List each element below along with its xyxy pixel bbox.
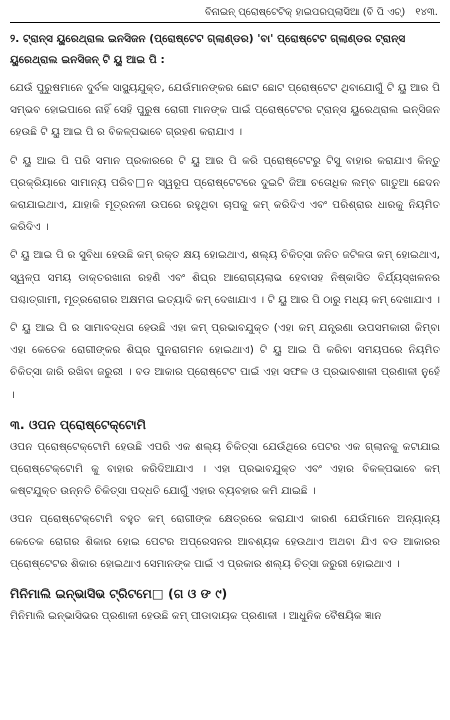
item-3-heading: ୩. ଓପନ ପ୍ରୋଷ୍ଟେକ୍‌ଟୋମି (10, 416, 146, 432)
running-header-title: ବିନାଇନ୍ ପ୍ରୋଷ୍ଟେଟିକ୍ ହାଇପରପ୍ଲାସିଆ (ବି ପି ଏଚ୍) (204, 7, 406, 18)
item-2-paragraph-1: ଯେଉଁ ପୁରୁଷମାନେ ଦୁର୍ବଳ ସାସ୍ଥ୍ୟଯୁକ୍ତ, ଯେଉଁମାନଙ୍କର ଛୋଟ ଛୋଟ ପ୍ରୋଷ୍ଟେଟ ଥିବାଯୋଗୁଁ ଟି ୟୁ ଆର ପି ସମ୍ଭବ ହୋଇପାରେ ନାହିଁ ସେହି ପୁରୁଷ ରୋଗୀ ମାନଙ୍କ ପାଇଁ ପ୍ରୋଷ୍ଟେଟର ଟ୍ରାନ୍ସ ୟୁରେଥ୍ରାଲ ଇନ୍ସିଜନ ହେଉଛି ଟି ୟୁ ଆଇ ପି ର ବିକଳ୍ପଭାବେ ଗ୍ରହଣ କରାଯାଏ । (10, 82, 440, 139)
page-body (10, 23, 440, 713)
page-number: ୧୪୩. (415, 7, 438, 18)
item-2-paragraph-3: ଟି ୟୁ ଆଇ ପି ର ସୁବିଧା ହେଉଛି କମ୍ ରକ୍ତ କ୍ଷୟ ହୋଇଥାଏ, ଶଲ୍ୟ ଚିକିତ୍ସା ଜନିତ ଜଟିଳତା କମ୍ ହୋଇଥାଏ, ସ୍ୱଳ୍ପ ସମୟ ଡାକ୍ତରଖାନା ରହଣି ଏବଂ ଶିଘ୍ର ଆରୋଗ୍ୟଲାଭ ହେବାସହ ନିଷ୍କାସିତ ବିର୍ଯ୍ୟସ୍ଖଳନର ପଶ୍ଚାତ୍‌ଗାମୀ, ମୂତ୍ରରୋଗର ଅକ୍ଷମତା ଇତ୍ୟାଦି କମ୍ ଦେଖାଯାଏ । ଟି ୟୁ ଆର ପି ଠାରୁ ମଧ୍ୟ କମ୍ ଦେଖାଯାଏ । (10, 249, 440, 306)
item-3-paragraph-1: ଓପନ ପ୍ରୋଷ୍ଟେକ୍‌ଟୋମି ହେଉଛି ଏପରି ଏକ ଶଲ୍ୟ ଚିକିତ୍ସା ଯେଉଁଥିରେ ପେଟର ଏକ ଗ୍ଲାନକୁ କଟାଯାଇ ପ୍ରୋଷ୍ଟେକ୍‌ଟୋମି କୁ ବାହାର କରିଦିଆଯାଏ । ଏହା ପ୍ରଭାବଯୁକ୍ତ ଏବଂ ଏହାର ବିକଳ୍ପଭାବେ କମ୍ କଷ୍ଟଯୁକ୍ତ ଉନ୍ନତି ଚିକିତ୍ସା ପଦ୍ଧତି ଯୋଗୁଁ ଏହାର ବ୍ୟବହାର କମି ଯାଇଛି । (10, 440, 440, 498)
item-2-heading: ୨. ଟ୍ରାନ୍ସ ୟୁରେଥ୍ରାଲ ଇନସିଜନ (ପ୍ରୋଷ୍ଟେଟ ଗ୍ଲାଣ୍ଡର) 'ବା' ପ୍ରୋଷ୍ଟେଟ ଗ୍ଲାଣ୍ଡର ଟ୍ରାନ୍ସ ୟୁରେଥ୍ରାଲ ଇନସିଜନ୍ ଟି ୟୁ ଆଇ ପି : (10, 33, 406, 66)
item-4-heading: ମିନିମାଲି ଇନ୍‌ଭାସିଭ ଟ୍ରିଟମେ□ (ଗ ଓ ଙ ୯) (10, 586, 228, 602)
item-4-paragraph-1: ମିନିମାଲି ଇନ୍‌ଭାସିଭର ପ୍ରଣାଳୀ ହେଉଛି କମ୍ ପୀଡାଦାୟକ ପ୍ରଣାଳୀ । ଆଧୁନିକ ବୈଷୟିକ ଜ୍ଞାନ (10, 610, 382, 623)
running-header (10, 0, 440, 23)
item-2-paragraph-2: ଟି ୟୁ ଆଇ ପି ପରି ସମାନ ପ୍ରକାରରେ ଟି ୟୁ ଆର ପି କରି ପ୍ରୋଷ୍ଟେଟରୁ ଟିସୁ ବାହାର କରାଯାଏ କିନ୍ତୁ ପ୍ରକ୍ରିୟାରେ ସାମାନ୍ୟ ପରିବ□ନ ସ୍ୱରୂପ ପ୍ରୋଷ୍ଟେଟରେ ଦୁଇଟି ଜିଆ ଚତୋଧିକ ଲମ୍ବ ଗାତୁଆ ଛେଦନ କରାଯାଇଥାଏ, ଯାହାକି ମୂତ୍ରନଳୀ ଉପରେ ରହୁଥିବା ଚାପକୁ କମ୍ କରିଦିଏ ଏବଂ ପରିଶ୍ରାର ଧାରକୁ ନିୟମିତ କରିଦିଏ । (10, 154, 440, 234)
item-3-paragraph-2: ଓପନ ପ୍ରୋଷ୍ଟେକ୍‌ଟୋମି ବହୁତ କମ୍ ରୋଗୀଙ୍କ କ୍ଷେତ୍ରରେ କରାଯାଏ କାରଣ ଯେଉଁମାନେ ଅନ୍ୟାନ୍ୟ କେତେକ ରୋଗର ଶିକାର ହୋଇ ପେଟର ଅପ୍ରେସନର ଆବଶ୍ୟକ ହେଉଥାଏ ଅଥବା ଯିଏ ବଡ ଆକାରର ପ୍ରୋଷ୍ଟେଟର ଶିକାର ହୋଇଥାଏ ସେମାନଙ୍କ ପାଇଁ ଏ ପ୍ରକାର ଶଲ୍ୟ ଚିତ୍ସା ଜରୁରୀ ହୋଇଥାଏ । (10, 513, 440, 570)
item-2-paragraph-4: ଟି ୟୁ ଆଇ ପି ର ସାମାବଦ୍ଧତା ହେଉଛି ଏହା କମ୍ ପ୍ରଭାବଯୁକ୍ତ (ଏହା କମ୍ ଯନ୍ତ୍ରଣା ଉପସମକାରୀ କିମ୍ବା ଏହା କେତେକ ରୋଗୀଙ୍କର ଶିଘ୍ର ପୁନରାଗମନ ହୋଇଥାଏ) ଟି ୟୁ ଆଇ ପି କରିବା ସମୟପରେ ନିୟମିତ ଚିକିତ୍ସା ଜାରି ରଖିବା ଜରୁରୀ । ବଡ ଆକାର ପ୍ରୋଷ୍ଟେଟ ପାଇଁ ଏହା ସଫଳ ଓ ପ୍ରଭାବଶାଳୀ ପ୍ରଣାଳୀ ନୁହେଁ । (10, 322, 440, 401)
